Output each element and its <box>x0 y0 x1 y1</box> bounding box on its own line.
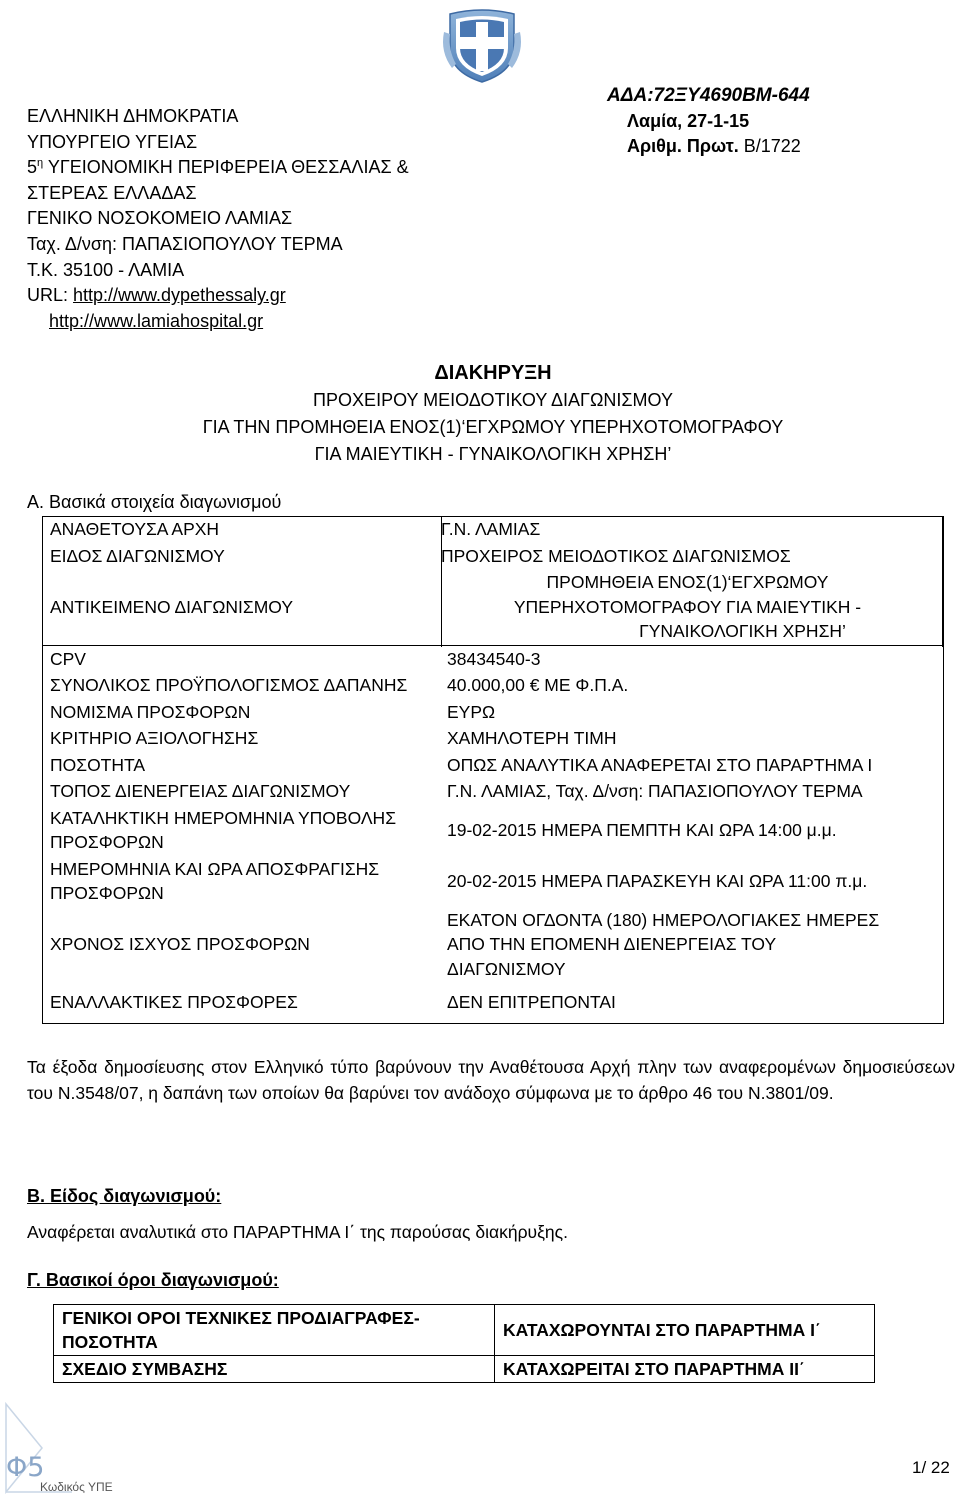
issuer-url-row-2 <box>27 309 409 335</box>
title-line-2: ΠΡΟΧΕΙΡΟΥ ΜΕΙΟΔΟΤΙΚΟΥ ΔΙΑΓΩΝΙΣΜΟΥ <box>313 390 673 410</box>
subject-line-1: ΠΡΟΜΗΘΕΙΑ ΕΝΟΣ(1)‘ΕΓΧΡΩΜΟΥ <box>546 572 829 592</box>
row-value: 38434540-3 <box>433 645 942 672</box>
section-a-heading: Α. Βασικά στοιχεία διαγωνισμού <box>27 492 282 512</box>
protocol-number <box>607 134 810 160</box>
issuer-block <box>27 104 409 334</box>
row-value: ΚΑΤΑΧΩΡΕΙΤΑΙ ΣΤΟ ΠΑΡΑΡΤΗΜΑ ΙΙ΄ <box>495 1356 875 1383</box>
row-key: ΣΥΝΟΛΙΚΟΣ ΠΡΟΫΠΟΛΟΓΙΣΜΟΣ ΔΑΠΑΝΗΣ <box>50 675 408 695</box>
row-key-line-1: ΓΕΝΙΚΟΙ ΟΡΟΙ ΤΕΧΝΙΚΕΣ ΠΡΟΔΙΑΓΡΑΦΕΣ- <box>62 1308 420 1328</box>
issuer-ministry: ΥΠΟΥΡΓΕΙΟ ΥΓΕΙΑΣ <box>27 131 198 152</box>
issuer-country: ΕΛΛΗΝΙΚΗ ΔΗΜΟΚΡΑΤΙΑ <box>27 106 239 126</box>
region-code: Φ5 <box>6 1452 45 1483</box>
document-meta <box>607 83 810 160</box>
tender-info-table <box>42 516 942 1023</box>
row-key: CPV <box>42 645 433 672</box>
title-main: ΔΙΑΚΗΡΥΞΗ <box>434 362 552 384</box>
row-value: ΧΑΜΗΛΟΤΕΡΗ ΤΙΜΗ <box>447 728 617 748</box>
table-row <box>42 699 942 726</box>
row-key <box>42 856 433 907</box>
subject-line-3: ΓΥΝΑΙΚΟΛΟΓΙΚΗ ΧΡΗΣΗ’ <box>639 621 846 641</box>
row-value <box>433 569 942 645</box>
publication-costs-paragraph: Τα έξοδα δημοσίευσης στον Ελληνικό τύπο βαρύνουν την Αναθέτουσα Αρχή πλην των αναφερομένων δημοσιεύσεων του Ν.3548/07, η δαπάνη των οποίων θα βαρύνει τον ανάδοχο σύμφωνα με το άρθρο 46 του Ν.3801/09. <box>27 1057 955 1103</box>
row-value: Γ.Ν. ΛΑΜΙΑΣ, Ταχ. Δ/νση: ΠΑΠΑΣΙΟΠΟΥΛΟΥ ΤΕΡΜΑ <box>447 781 863 801</box>
row-key: ΕΙΔΟΣ ΔΙΑΓΩΝΙΣΜΟΥ <box>50 545 225 566</box>
issuer-postal: Τ.Κ. 35100 - ΛΑΜΙΑ <box>27 259 185 280</box>
row-value: ΕΥΡΩ <box>447 701 496 722</box>
table-row <box>42 752 942 779</box>
row-key: ΑΝΤΙΚΕΙΜΕΝΟ ΔΙΑΓΩΝΙΣΜΟΥ <box>50 596 294 617</box>
validity-line-2: ΑΠΟ ΤΗΝ ΕΠΟΜΕΝΗ ΔΙΕΝΕΡΓΕΙΑΣ ΤΟΥ <box>447 934 777 954</box>
row-key-line-1: ΚΑΤΑΛΗΚΤΙΚΗ ΗΜΕΡΟΜΗΝΙΑ ΥΠΟΒΟΛΗΣ <box>50 807 397 828</box>
url-lamiahospital-link[interactable]: http://www.lamiahospital.gr <box>49 310 264 331</box>
document-title <box>0 360 960 468</box>
row-value: 20-02-2015 ΗΜΕΡΑ ΠΑΡΑΣΚΕΥΗ ΚΑΙ ΩΡΑ 11:00 π.μ. <box>447 870 868 891</box>
row-value <box>433 907 942 983</box>
region-name: ΥΓΕΙΟΝΟΜΙΚΗ ΠΕΡΙΦΕΡΕΙΑ ΘΕΣΣΑΛΙΑΣ & <box>43 157 409 178</box>
row-key-line-2: ΠΡΟΣΦΟΡΩΝ <box>50 832 164 852</box>
table-row <box>42 856 942 907</box>
table-row <box>54 1305 875 1356</box>
row-key <box>42 805 433 856</box>
table-row <box>42 907 942 983</box>
section-b-heading: Β. Είδος διαγωνισμού: <box>27 1186 222 1206</box>
section-c-heading: Γ. Βασικοί όροι διαγωνισμού: <box>27 1270 279 1290</box>
region-ordinal: η <box>37 157 44 170</box>
row-key-line-1: ΗΜΕΡΟΜΗΝΙΑ ΚΑΙ ΩΡΑ ΑΠΟΣΦΡΑΓΙΣΗΣ <box>50 858 380 879</box>
row-key: ΤΟΠΟΣ ΔΙΕΝΕΡΓΕΙΑΣ ΔΙΑΓΩΝΙΣΜΟΥ <box>50 781 351 801</box>
table-row <box>42 778 942 805</box>
issuer-address: Ταχ. Δ/νση: ΠΑΠΑΣΙΟΠΟΥΛΟΥ ΤΕΡΜΑ <box>27 233 343 254</box>
protocol-label: Αριθμ. Πρωτ. <box>627 136 744 157</box>
row-key-line-2: ΠΟΣΟΤΗΤΑ <box>62 1332 158 1352</box>
page-number: 1/ 22 <box>912 1458 950 1477</box>
row-value: Γ.Ν. ΛΑΜΙΑΣ <box>441 519 541 539</box>
greek-emblem-icon <box>440 2 524 86</box>
protocol-value: Β/1722 <box>743 136 801 157</box>
table-row <box>42 516 942 543</box>
issuer-region <box>27 155 409 181</box>
title-line-4: ΓΙΑ ΜΑΙΕΥΤΙΚΗ - ΓΥΝΑΙΚΟΛΟΓΙΚΗ ΧΡΗΣΗ’ <box>314 444 672 464</box>
issuer-hospital: ΓΕΝΙΚΟ ΝΟΣΟΚΟΜΕΙΟ ΛΑΜΙΑΣ <box>27 208 293 229</box>
table-row <box>42 725 942 752</box>
ada-code: ΑΔΑ:72ΞΥ4690ΒΜ-644 <box>607 85 810 106</box>
row-value: ΠΡΟΧΕΙΡΟΣ ΜΕΙΟΔΟΤΙΚΟΣ ΔΙΑΓΩΝΙΣΜΟΣ <box>441 545 791 566</box>
table-row <box>42 569 942 645</box>
row-key: ΣΧΕΔΙΟ ΣΥΜΒΑΣΗΣ <box>54 1356 495 1383</box>
row-key: ΑΝΑΘΕΤΟΥΣΑ ΑΡΧΗ <box>50 519 220 539</box>
table-row <box>54 1356 875 1383</box>
section-b-text: Αναφέρεται αναλυτικά στο ΠΑΡΑΡΤΗΜΑ Ι΄ της παρούσας διακήρυξης. <box>27 1222 568 1242</box>
validity-line-1: ΕΚΑΤΟΝ ΟΓΔΟΝΤΑ (180) ΗΜΕΡΟΛΟΓΙΑΚΕΣ ΗΜΕΡΕΣ <box>447 909 880 930</box>
row-key: ΠΟΣΟΤΗΤΑ <box>50 754 146 775</box>
title-line-3: ΓΙΑ ΤΗΝ ΠΡΟΜΗΘΕΙΑ ΕΝΟΣ(1)‘ΕΓΧΡΩΜΟΥ ΥΠΕΡΗΧΟΤΟΜΟΓΡΑΦΟΥ <box>202 417 784 437</box>
row-key: ΧΡΟΝΟΣ ΙΣΧΥΟΣ ΠΡΟΣΦΟΡΩΝ <box>50 934 310 954</box>
validity-line-3: ΔΙΑΓΩΝΙΣΜΟΥ <box>447 958 566 979</box>
region-number: 5 <box>27 157 38 178</box>
row-value: ΟΠΩΣ ΑΝΑΛΥΤΙΚΑ ΑΝΑΦΕΡΕΤΑΙ ΣΤΟ ΠΑΡΑΡΤΗΜΑ Ι <box>447 754 873 775</box>
row-key: ΕΝΑΛΛΑΚΤΙΚΕΣ ΠΡΟΣΦΟΡΕΣ <box>50 992 298 1012</box>
subject-line-2: ΥΠΕΡΗΧΟΤΟΜΟΓΡΑΦΟΥ ΓΙΑ ΜΑΙΕΥΤΙΚΗ - <box>513 596 862 617</box>
issuer-region-cont: ΣΤΕΡΕΑΣ ΕΛΛΑΔΑΣ <box>27 182 197 203</box>
document-date: Λαμία, 27-1-15 <box>627 110 750 131</box>
row-key: ΝΟΜΙΣΜΑ ΠΡΟΣΦΟΡΩΝ <box>50 701 251 722</box>
row-key: ΚΡΙΤΗΡΙΟ ΑΞΙΟΛΟΓΗΣΗΣ <box>50 728 259 748</box>
row-value: 19-02-2015 ΗΜΕΡΑ ΠΕΜΠΤΗ ΚΑΙ ΩΡΑ 14:00 μ.μ. <box>447 819 837 840</box>
url-dypethessaly-link[interactable]: http://www.dypethessaly.gr <box>73 285 286 306</box>
table-row <box>42 982 942 1023</box>
row-key-line-2: ΠΡΟΣΦΟΡΩΝ <box>50 883 164 903</box>
row-key <box>54 1305 495 1356</box>
issuer-url-row <box>27 283 409 309</box>
row-value: ΔΕΝ ΕΠΙΤΡΕΠΟΝΤΑΙ <box>447 992 616 1012</box>
url-label: URL: <box>27 285 74 306</box>
table-row <box>42 672 942 699</box>
table-row <box>42 645 942 672</box>
basic-terms-table <box>53 1304 875 1383</box>
row-value: 40.000,00 € ΜΕ Φ.Π.Α. <box>447 675 629 695</box>
region-code-label: Κωδικός ΥΠΕ <box>40 1480 113 1494</box>
row-value: ΚΑΤΑΧΩΡΟΥΝΤΑΙ ΣΤΟ ΠΑΡΑΡΤΗΜΑ Ι΄ <box>495 1305 875 1356</box>
table-row <box>42 543 942 570</box>
table-row <box>42 805 942 856</box>
